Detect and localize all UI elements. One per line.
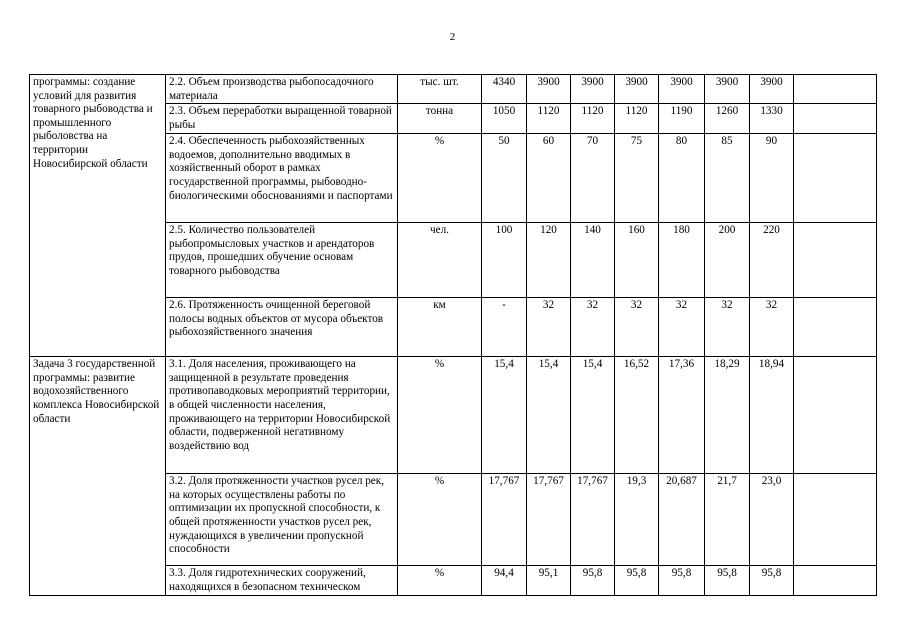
table-row xyxy=(30,357,877,474)
value-cell: 1120 xyxy=(571,104,615,134)
value-cell: 180 xyxy=(659,223,705,298)
unit-cell: % xyxy=(398,566,482,596)
value-cell: 32 xyxy=(705,298,750,357)
value-cell: 4340 xyxy=(482,75,527,104)
value-cell: 32 xyxy=(527,298,571,357)
indicator-name-cell xyxy=(166,357,398,474)
empty-cell xyxy=(794,223,877,298)
value-cell: 3900 xyxy=(527,75,571,104)
value-cell: 95,1 xyxy=(527,566,571,596)
value-cell: 17,36 xyxy=(659,357,705,474)
value-cell: 17,767 xyxy=(527,474,571,566)
value-cell: 15,4 xyxy=(571,357,615,474)
value-cell: 1330 xyxy=(750,104,794,134)
unit-cell: % xyxy=(398,357,482,474)
value-cell: 100 xyxy=(482,223,527,298)
indicator-name: 3.3. Доля гидротехнических сооружений, находящихся в безопасном техническом xyxy=(169,567,366,593)
indicator-name-cell xyxy=(166,75,398,104)
value-cell: 1260 xyxy=(705,104,750,134)
empty-cell xyxy=(794,104,877,134)
value-cell: - xyxy=(482,298,527,357)
value-cell: 21,7 xyxy=(705,474,750,566)
indicator-name-cell xyxy=(166,134,398,223)
indicator-name-cell xyxy=(166,566,398,596)
value-cell: 15,4 xyxy=(527,357,571,474)
indicator-name: 2.4. Обеспеченность рыбохозяйственных водоемов, дополнительно вводимых в хозяйственный оборот в рамках государственной программы, рыбоводно-биологическими обоснованиями и паспортами xyxy=(169,135,393,202)
value-cell: 90 xyxy=(750,134,794,223)
unit-cell: чел. xyxy=(398,223,482,298)
value-cell: 95,8 xyxy=(571,566,615,596)
unit-cell: тыс. шт. xyxy=(398,75,482,104)
task-cell: программы: создание условий для развития товарного рыбоводства и промышленного рыболовства на территории Новосибирской области xyxy=(30,75,166,357)
value-cell: 94,4 xyxy=(482,566,527,596)
empty-cell xyxy=(794,474,877,566)
value-cell: 17,767 xyxy=(482,474,527,566)
table-body xyxy=(30,75,877,596)
value-cell: 75 xyxy=(615,134,659,223)
value-cell: 1190 xyxy=(659,104,705,134)
indicator-name-cell xyxy=(166,104,398,134)
value-cell: 32 xyxy=(571,298,615,357)
empty-cell xyxy=(794,357,877,474)
value-cell: 3900 xyxy=(571,75,615,104)
value-cell: 140 xyxy=(571,223,615,298)
value-cell: 32 xyxy=(615,298,659,357)
indicator-name: 3.1. Доля населения, проживающего на защищенной в результате проведения противопаводковых мероприятий территории, в общей численности населения, проживающего на территории Новосибирской области, подверженной негативному воздействию вод xyxy=(169,358,391,452)
unit-cell: км xyxy=(398,298,482,357)
value-cell: 95,8 xyxy=(615,566,659,596)
unit-cell: тонна xyxy=(398,104,482,134)
value-cell: 220 xyxy=(750,223,794,298)
value-cell: 95,8 xyxy=(750,566,794,596)
indicators-table xyxy=(29,74,877,596)
value-cell: 70 xyxy=(571,134,615,223)
value-cell: 32 xyxy=(750,298,794,357)
empty-cell xyxy=(794,298,877,357)
value-cell: 50 xyxy=(482,134,527,223)
page-number: 2 xyxy=(449,31,456,43)
value-cell: 3900 xyxy=(705,75,750,104)
table-row xyxy=(30,75,877,104)
value-cell: 15,4 xyxy=(482,357,527,474)
unit-cell: % xyxy=(398,474,482,566)
task-cell: Задача 3 государственной программы: развитие водохозяйственного комплекса Новосибирской области xyxy=(30,357,166,596)
value-cell: 3900 xyxy=(615,75,659,104)
empty-cell xyxy=(794,566,877,596)
value-cell: 160 xyxy=(615,223,659,298)
indicator-name: 2.5. Количество пользователей рыбопромысловых участков и арендаторов прудов, прошедших обучение основам товарного рыбоводства xyxy=(169,224,375,277)
value-cell: 3900 xyxy=(750,75,794,104)
value-cell: 95,8 xyxy=(705,566,750,596)
value-cell: 23,0 xyxy=(750,474,794,566)
value-cell: 3900 xyxy=(659,75,705,104)
value-cell: 95,8 xyxy=(659,566,705,596)
value-cell: 17,767 xyxy=(571,474,615,566)
value-cell: 18,94 xyxy=(750,357,794,474)
indicator-name: 2.3. Объем переработки выращенной товарной рыбы xyxy=(169,105,392,131)
value-cell: 20,687 xyxy=(659,474,705,566)
empty-cell xyxy=(794,75,877,104)
value-cell: 32 xyxy=(659,298,705,357)
value-cell: 16,52 xyxy=(615,357,659,474)
value-cell: 1050 xyxy=(482,104,527,134)
value-cell: 1120 xyxy=(615,104,659,134)
value-cell: 60 xyxy=(527,134,571,223)
value-cell: 85 xyxy=(705,134,750,223)
value-cell: 19,3 xyxy=(615,474,659,566)
value-cell: 120 xyxy=(527,223,571,298)
indicator-name: 2.6. Протяженность очищенной береговой полосы водных объектов от мусора объектов рыбохозяйственного значения xyxy=(169,299,384,339)
indicator-name-cell xyxy=(166,223,398,298)
value-cell: 18,29 xyxy=(705,357,750,474)
value-cell: 200 xyxy=(705,223,750,298)
unit-cell: % xyxy=(398,134,482,223)
indicator-name-cell xyxy=(166,474,398,566)
indicator-name: 2.2. Объем производства рыбопосадочного материала xyxy=(169,76,374,102)
value-cell: 1120 xyxy=(527,104,571,134)
indicator-name-cell xyxy=(166,298,398,357)
value-cell: 80 xyxy=(659,134,705,223)
empty-cell xyxy=(794,134,877,223)
indicator-name: 3.2. Доля протяженности участков русел рек, на которых осуществлены работы по оптимизации их пропускной способности, к общей протяженности участков русел рек, нуждающихся в увеличении пропускной способности xyxy=(169,475,384,556)
